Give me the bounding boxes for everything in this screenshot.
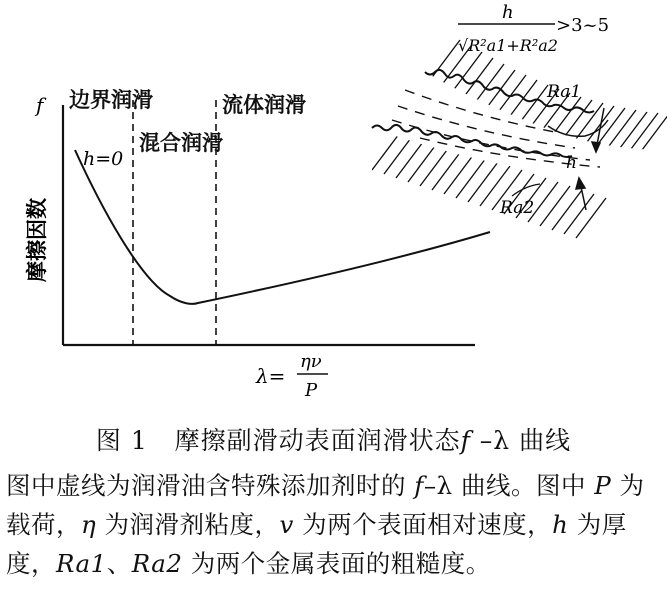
caption-note-segment: 为载荷， — [6, 471, 645, 539]
formula-numerator: ην — [300, 351, 322, 372]
figure-caption-note — [6, 466, 661, 583]
figure-number: 图 1 — [95, 426, 148, 455]
region-label-mixed: 混合润滑 — [139, 131, 223, 155]
region-label-fluid: 流体润滑 — [222, 93, 306, 117]
caption-note-segment: η — [81, 510, 97, 539]
ratio-condition: >3~5 — [556, 15, 610, 36]
caption-note-segment: h — [552, 510, 569, 539]
friction-curve — [75, 150, 490, 304]
ra2-leader — [512, 184, 540, 196]
lower-rough-surface — [372, 125, 572, 157]
caption-note-segment: f — [414, 471, 424, 500]
ratio-numerator: h — [502, 2, 514, 23]
formula-lhs: λ= — [256, 364, 286, 388]
x-axis-formula — [255, 351, 328, 400]
ratio-denominator: √R²a1+R²a2 — [458, 36, 558, 55]
label-h: h — [566, 153, 577, 173]
label-ra2: Ra2 — [500, 198, 535, 218]
caption-note-segment: 为两个金属表面的粗糙度。 — [182, 549, 491, 578]
caption-note-segment: –λ 曲线。图中 — [423, 471, 595, 500]
film-ratio-formula — [458, 2, 609, 55]
region-label-boundary: 边界润滑 — [69, 88, 153, 112]
caption-note-segment: 为两个表面相对速度， — [293, 510, 553, 539]
figure-caption-title — [0, 424, 667, 458]
caption-note-segment: Ra1 — [56, 549, 107, 578]
caption-title-after: –λ 曲线 — [470, 426, 572, 455]
y-axis-label: 摩擦因数 — [25, 198, 49, 282]
caption-note-segment: 图中虚线为润滑油含特殊添加剂时的 — [6, 471, 415, 500]
caption-note-segment: v — [279, 510, 294, 539]
caption-note-segment: 、 — [106, 549, 132, 578]
axes — [63, 105, 475, 345]
film-thickness-indicator — [576, 108, 604, 210]
caption-note-segment: Ra2 — [131, 549, 183, 578]
label-ra1: Ra1 — [547, 82, 582, 102]
y-axis-symbol: f — [36, 93, 44, 117]
caption-note-segment: 为润滑剂粘度， — [96, 510, 280, 539]
formula-denominator: P — [305, 380, 318, 400]
caption-title-f: f — [460, 426, 471, 455]
caption-note-segment: P — [594, 471, 612, 500]
caption-title-before: 摩擦副滑动表面润滑状态 — [174, 426, 461, 455]
curve-annotation: h=0 — [83, 148, 124, 170]
caption-note-segment: 为厚度， — [6, 510, 627, 578]
